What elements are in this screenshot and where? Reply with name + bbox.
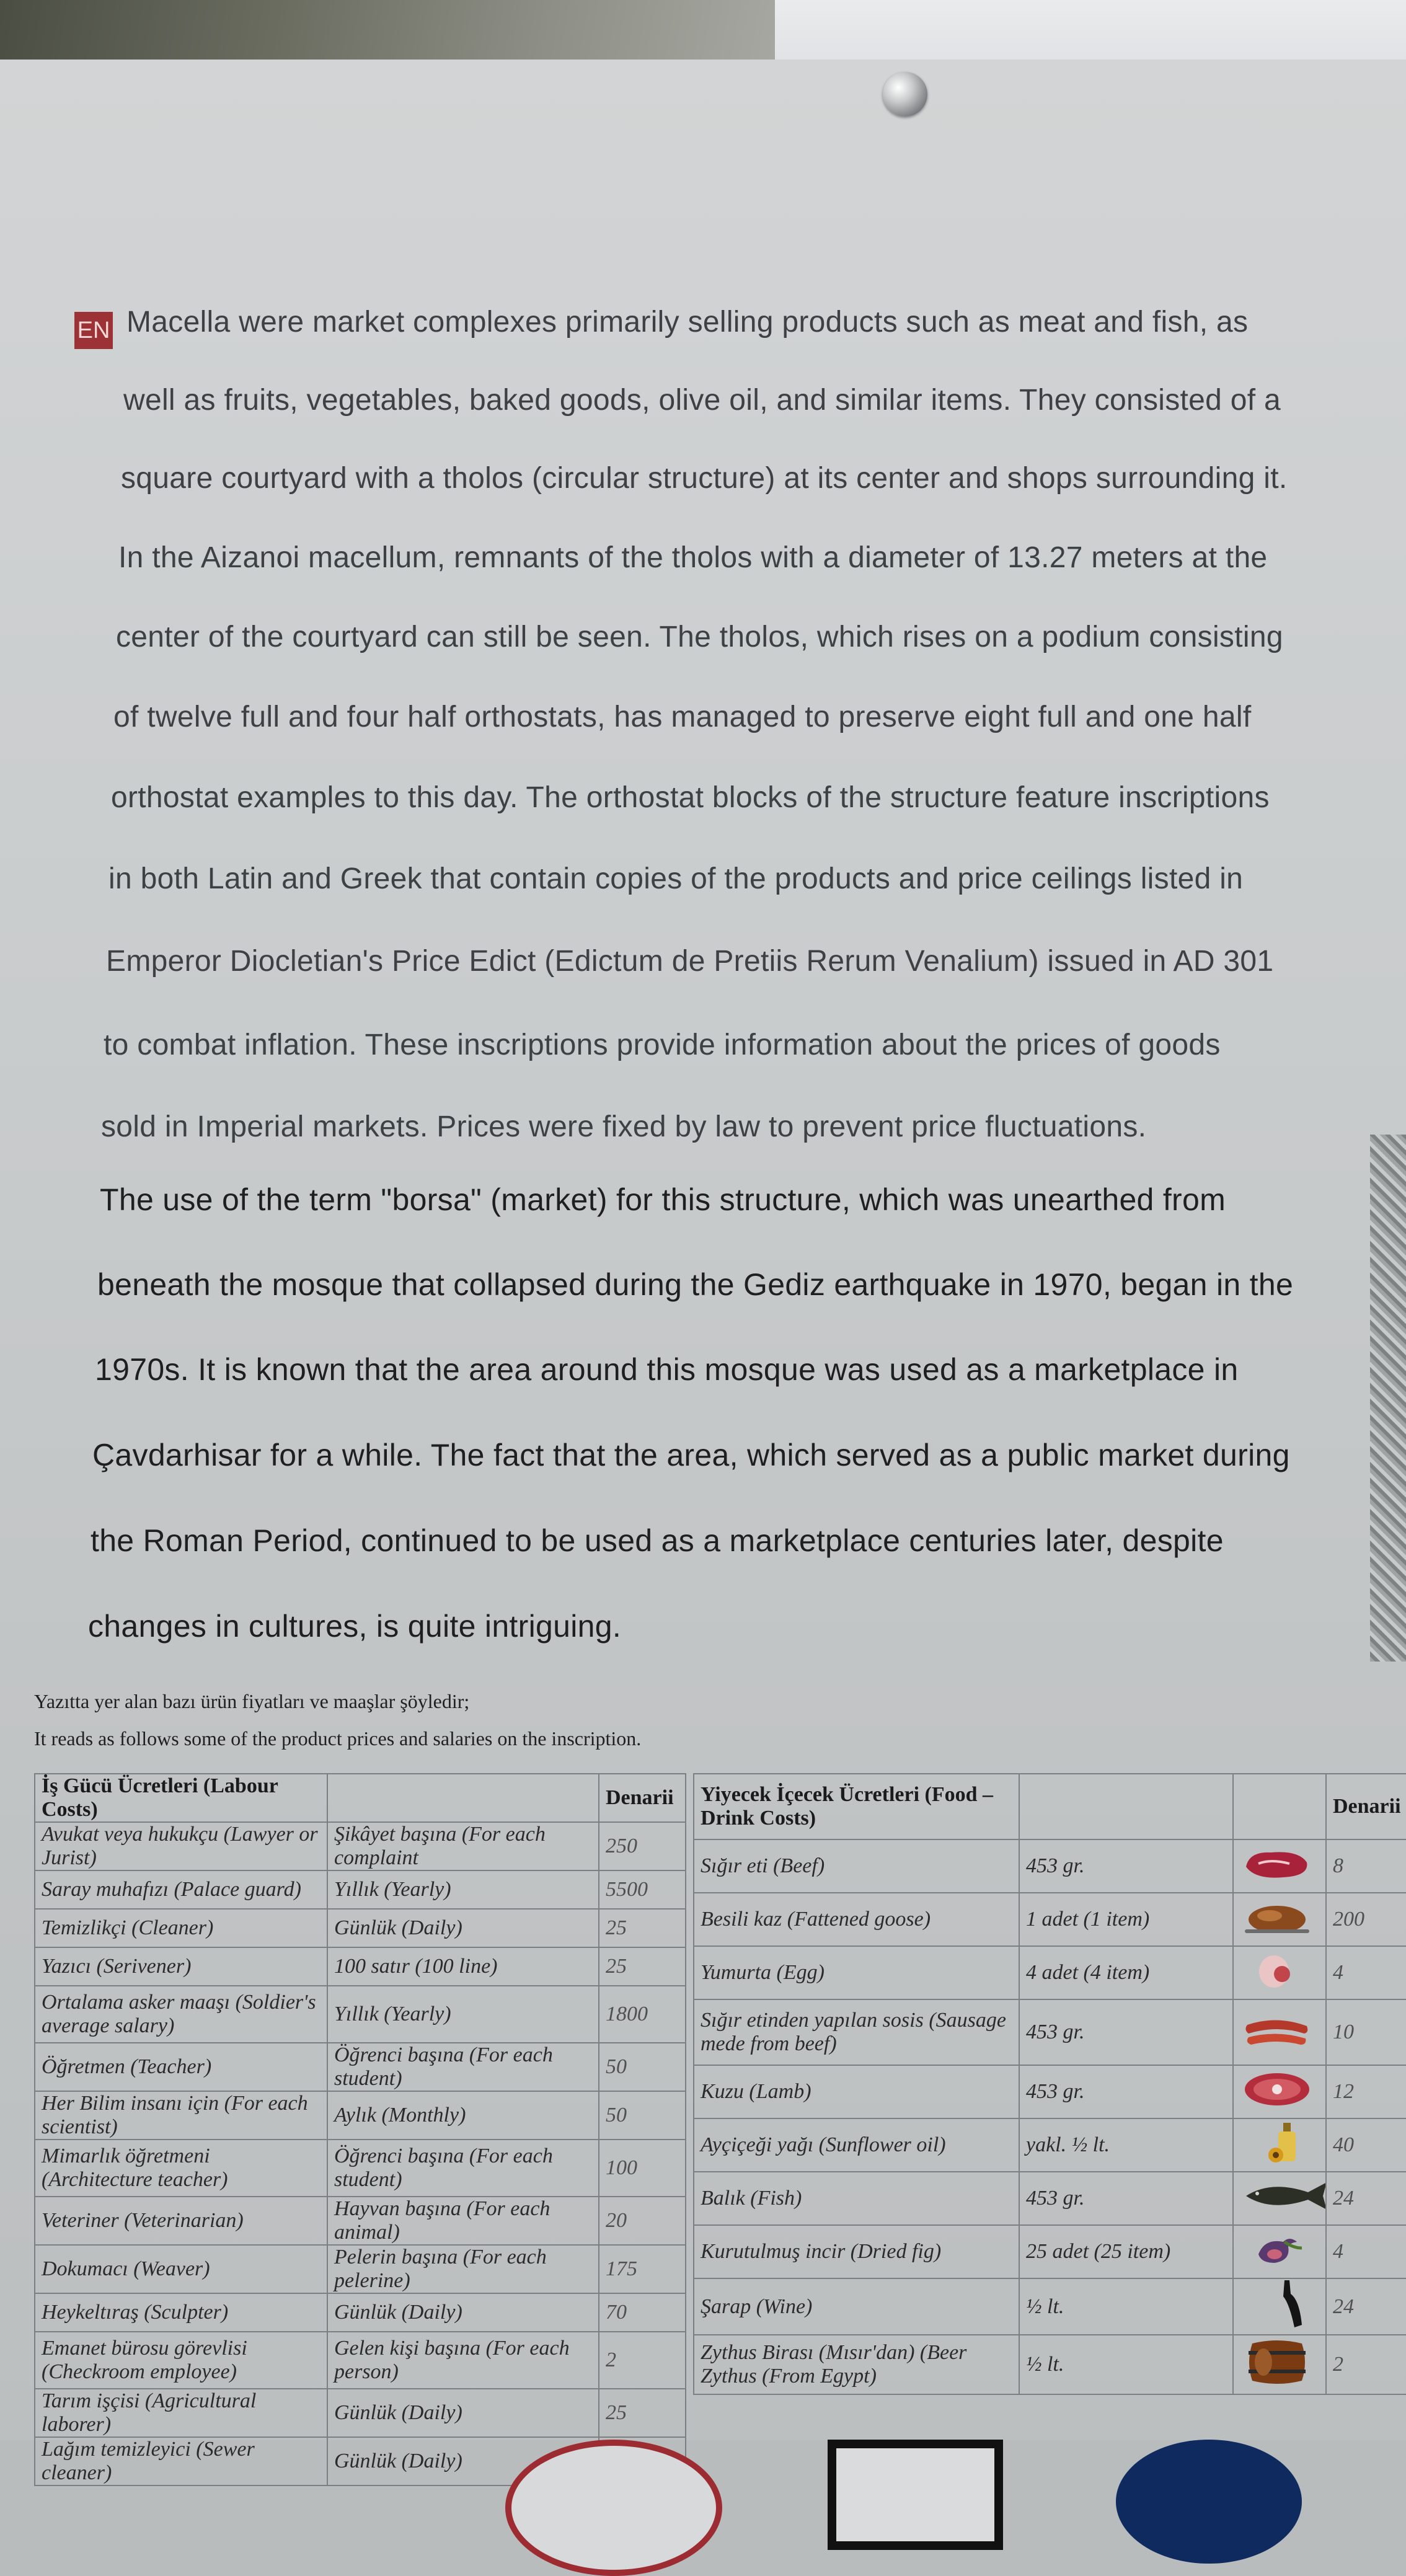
price-cell: 70 [599, 2293, 686, 2332]
price-cell: 25 [599, 1909, 686, 1947]
beef-icon [1233, 1839, 1326, 1893]
price-cell: 100 [599, 2140, 686, 2197]
price-cell: 25 [599, 2389, 686, 2437]
intro-turkish: Yazıtta yer alan bazı ürün fiyatları ve maaşlar şöyledir; [34, 1690, 470, 1712]
table-row [35, 2293, 686, 2332]
sponsor-logos [0, 2440, 1406, 2500]
price-cell: 200 [1326, 1893, 1406, 1946]
paragraph-line: center of the courtyard can still be seen. The tholos, which rises on a podium consisting [116, 621, 1283, 653]
paragraph-line: of twelve full and four half orthostats, has managed to preserve eight full and one half [113, 701, 1252, 733]
item-cell: Kuzu (Lamb) [694, 2065, 1019, 2118]
item-cell: Yumurta (Egg) [694, 1946, 1019, 1999]
rock-background [0, 0, 781, 68]
paragraph-line: beneath the mosque that collapsed during the Gediz earthquake in 1970, began in the [97, 1267, 1294, 1302]
table-row [35, 1870, 686, 1909]
unit-cell: Yıllık (Yearly) [327, 1986, 599, 2043]
paragraph-line: Çavdarhisar for a while. The fact that the area, which served as a public market during [92, 1438, 1290, 1472]
job-cell: Lağım temizleyici (Sewer cleaner) [35, 2437, 327, 2485]
paragraph-line: In the Aizanoi macellum, remnants of the tholos with a diameter of 13.27 meters at the [118, 541, 1268, 574]
table-row [35, 1947, 686, 1986]
price-cell: 25 [599, 1947, 686, 1986]
food-header-qty [1019, 1774, 1233, 1839]
paragraph-line: Macella were market complexes primarily selling products such as meat and fish, as [126, 306, 1249, 339]
job-cell: Ortalama asker maaşı (Soldier's average salary) [35, 1986, 327, 2043]
table-row [35, 2389, 686, 2437]
barrel-icon [1233, 2335, 1326, 2394]
table-row [694, 2118, 1406, 2172]
item-cell: Kurutulmuş incir (Dried fig) [694, 2225, 1019, 2278]
unit-cell: Öğrenci başına (For each student) [327, 2043, 599, 2091]
unit-cell: Pelerin başına (For each pelerine) [327, 2245, 599, 2293]
unit-cell: Gelen kişi başına (For each person) [327, 2332, 599, 2389]
paragraph-line: well as fruits, vegetables, baked goods, olive oil, and similar items. They consisted of a [123, 384, 1281, 417]
sky-background [775, 0, 1406, 68]
job-cell: Tarım işçisi (Agricultural laborer) [35, 2389, 327, 2437]
food-drink-costs-table [693, 1773, 1406, 2395]
job-cell: Heykeltıraş (Sculpter) [35, 2293, 327, 2332]
job-cell: Yazıcı (Serivener) [35, 1947, 327, 1986]
table-row [35, 2245, 686, 2293]
item-cell: Besili kaz (Fattened goose) [694, 1893, 1019, 1946]
table-row [35, 2043, 686, 2091]
price-cell: 24 [1326, 2278, 1406, 2335]
paragraph-line: the Roman Period, continued to be used as a marketplace centuries later, despite [91, 1523, 1224, 1558]
egg-icon [1233, 1946, 1326, 1999]
language-badge-en: EN [74, 312, 113, 349]
table-header-row [35, 1774, 686, 1822]
unit-cell: Aylık (Monthly) [327, 2091, 599, 2140]
paragraph-line: in both Latin and Greek that contain copies of the products and price ceilings listed in [108, 862, 1244, 895]
paragraph-line: square courtyard with a tholos (circular structure) at its center and shops surrounding it. [121, 462, 1288, 495]
item-cell: Ayçiçeği yağı (Sunflower oil) [694, 2118, 1019, 2172]
qty-cell: ½ lt. [1019, 2278, 1233, 2335]
goose-icon [1233, 1893, 1326, 1946]
paragraph-line: sold in Imperial markets. Prices were fixed by law to prevent price fluctuations. [101, 1110, 1147, 1143]
gravel-background [1370, 1135, 1406, 1662]
qty-cell: 453 gr. [1019, 2065, 1233, 2118]
price-cell: 10 [1326, 1999, 1406, 2065]
job-cell: Temizlikçi (Cleaner) [35, 1909, 327, 1947]
job-cell: Emanet bürosu görevlisi (Checkroom employee) [35, 2332, 327, 2389]
fish-icon [1233, 2172, 1326, 2225]
price-cell: 8 [1326, 1839, 1406, 1893]
job-cell: Veteriner (Veterinarian) [35, 2197, 327, 2245]
municipality-logo [1116, 2440, 1302, 2564]
table-row [35, 1822, 686, 1870]
job-cell: Dokumacı (Weaver) [35, 2245, 327, 2293]
job-cell: Öğretmen (Teacher) [35, 2043, 327, 2091]
table-row [694, 1946, 1406, 1999]
qty-cell: ½ lt. [1019, 2335, 1233, 2394]
price-cell: 50 [599, 2091, 686, 2140]
price-cell: 50 [599, 2043, 686, 2091]
mounting-bolt [883, 72, 927, 117]
labour-header-title: İş Gücü Ücretleri (Labour Costs) [35, 1774, 327, 1822]
qty-cell: 453 gr. [1019, 1839, 1233, 1893]
qty-cell: 4 adet (4 item) [1019, 1946, 1233, 1999]
qty-cell: 25 adet (25 item) [1019, 2225, 1233, 2278]
price-cell: 175 [599, 2245, 686, 2293]
price-cell: 40 [1326, 2118, 1406, 2172]
unit-cell: Günlük (Daily) [327, 2293, 599, 2332]
qty-cell: 453 gr. [1019, 1999, 1233, 2065]
table-row [35, 1986, 686, 2043]
item-cell: Sığır etinden yapılan sosis (Sausage mede from beef) [694, 1999, 1019, 2065]
food-header-icon [1233, 1774, 1326, 1839]
price-cell: 4 [1326, 2225, 1406, 2278]
table-row [694, 1839, 1406, 1893]
price-cell: 2 [599, 2332, 686, 2389]
table-row [35, 2140, 686, 2197]
item-cell: Zythus Birası (Mısır'dan) (Beer Zythus (From Egypt) [694, 2335, 1019, 2394]
item-cell: Şarap (Wine) [694, 2278, 1019, 2335]
table-row [694, 2172, 1406, 2225]
job-cell: Mimarlık öğretmeni (Architecture teacher) [35, 2140, 327, 2197]
job-cell: Her Bilim insanı için (For each scientist) [35, 2091, 327, 2140]
table-row [35, 2332, 686, 2389]
paragraph-line: The use of the term "borsa" (market) for this structure, which was unearthed from [100, 1182, 1226, 1217]
job-cell: Saray muhafızı (Palace guard) [35, 1870, 327, 1909]
labour-header-unit [327, 1774, 599, 1822]
item-cell: Balık (Fish) [694, 2172, 1019, 2225]
price-cell: 2 [1326, 2335, 1406, 2394]
unit-cell: Hayvan başına (For each animal) [327, 2197, 599, 2245]
table-row [35, 1909, 686, 1947]
price-cell: 12 [1326, 2065, 1406, 2118]
intro-english: It reads as follows some of the product prices and salaries on the inscription. [34, 1727, 642, 1750]
price-cell: 24 [1326, 2172, 1406, 2225]
price-cell: 20 [599, 2197, 686, 2245]
labour-header-price: Denarii [599, 1774, 686, 1822]
labour-costs-table [34, 1773, 686, 2486]
job-cell: Avukat veya hukukçu (Lawyer or Jurist) [35, 1822, 327, 1870]
table-row [694, 2278, 1406, 2335]
paragraph-line: 1970s. It is known that the area around this mosque was used as a marketplace in [95, 1352, 1239, 1387]
unit-cell: Günlük (Daily) [327, 1909, 599, 1947]
unit-cell: Günlük (Daily) [327, 2389, 599, 2437]
paragraph-line: to combat inflation. These inscriptions provide information about the prices of goods [104, 1029, 1221, 1061]
table-row [35, 2091, 686, 2140]
food-header-price: Denarii [1326, 1774, 1406, 1839]
unit-cell: Şikâyet başına (For each complaint [327, 1822, 599, 1870]
qty-cell: 453 gr. [1019, 2172, 1233, 2225]
table-row [694, 2335, 1406, 2394]
table-row [694, 2065, 1406, 2118]
unit-cell: Günlük (Daily) [327, 2437, 599, 2485]
table-header-row [694, 1774, 1406, 1839]
price-cell: 250 [599, 1822, 686, 1870]
paragraph-line: orthostat examples to this day. The orthostat blocks of the structure feature inscriptions [111, 781, 1270, 814]
paragraph-line: changes in cultures, is quite intriguing. [88, 1609, 622, 1644]
wine-bottle-icon [1233, 2278, 1326, 2335]
table-row [35, 2197, 686, 2245]
oil-bottle-icon [1233, 2118, 1326, 2172]
unit-cell: Öğrenci başına (For each student) [327, 2140, 599, 2197]
sausage-icon [1233, 1999, 1326, 2065]
table-row [694, 1999, 1406, 2065]
qty-cell: yakl. ½ lt. [1019, 2118, 1233, 2172]
culture-ministry-logo [505, 2440, 722, 2576]
item-cell: Sığır eti (Beef) [694, 1839, 1019, 1893]
fig-icon [1233, 2225, 1326, 2278]
unit-cell: Yıllık (Yearly) [327, 1870, 599, 1909]
k-logo [828, 2440, 1003, 2550]
price-cell: 5500 [599, 1870, 686, 1909]
lamb-icon [1233, 2065, 1326, 2118]
price-cell: 4 [1326, 1946, 1406, 1999]
price-cell: 1800 [599, 1986, 686, 2043]
table-row [694, 2225, 1406, 2278]
food-header-title: Yiyecek İçecek Ücretleri (Food – Drink Costs) [694, 1774, 1019, 1839]
unit-cell: 100 satır (100 line) [327, 1947, 599, 1986]
paragraph-line: Emperor Diocletian's Price Edict (Edictum de Pretiis Rerum Venalium) issued in AD 301 [106, 945, 1274, 978]
table-row [694, 1893, 1406, 1946]
qty-cell: 1 adet (1 item) [1019, 1893, 1233, 1946]
